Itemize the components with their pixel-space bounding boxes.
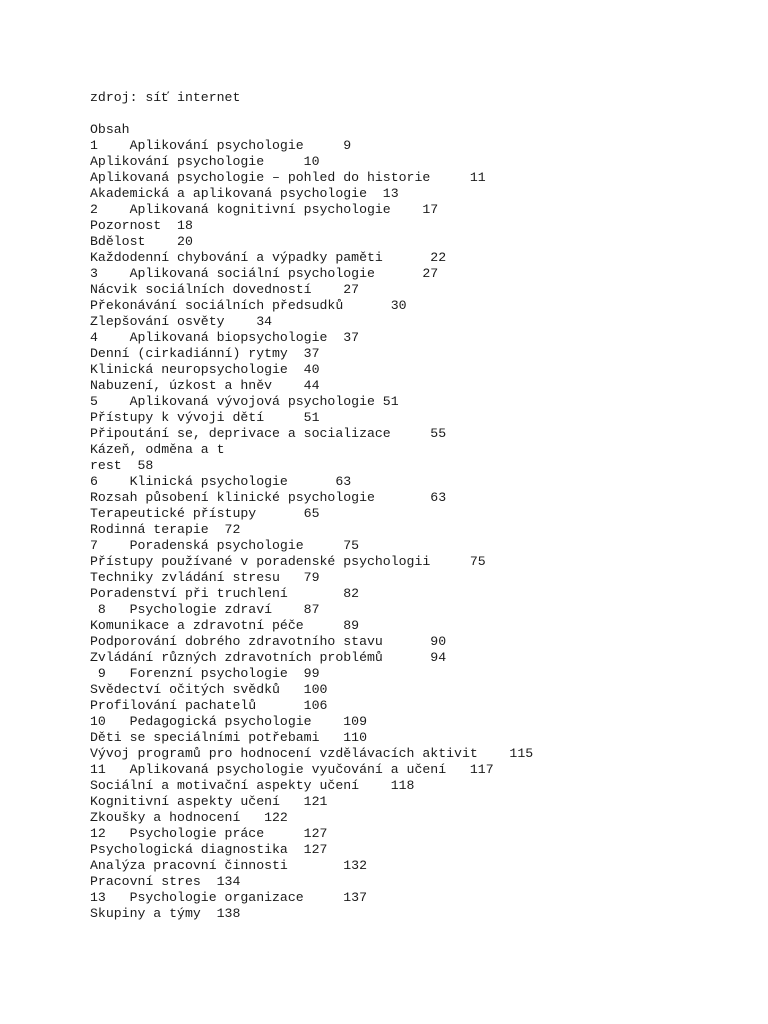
toc-entry: 12 Psychologie práce 127 [90,826,328,841]
toc-entry: Aplikování psychologie 10 [90,154,320,169]
toc-entry: Psychologická diagnostika 127 [90,842,328,857]
toc-entry: Pozornost 18 [90,218,193,233]
toc-entry: Nabuzení, úzkost a hněv 44 [90,378,320,393]
toc-entry: Rozsah působení klinické psychologie 63 [90,490,447,505]
toc-entry: Pracovní stres 134 [90,874,241,889]
toc-entry: Rodinná terapie 72 [90,522,241,537]
toc-title: Obsah [90,122,130,137]
toc-entry: Vývoj programů pro hodnocení vzdělávacích aktivit 115 [90,746,534,761]
toc-entry: Profilování pachatelů 106 [90,698,328,713]
toc-entry: Překonávání sociálních předsudků 30 [90,298,407,313]
toc-entry: Přístupy používané v poradenské psychologii 75 [90,554,486,569]
toc-entry: rest 58 [90,458,154,473]
toc-entry: 11 Aplikovaná psychologie vyučování a učení 117 [90,762,494,777]
toc-entry: 4 Aplikovaná biopsychologie 37 [90,330,360,345]
toc-entry: 10 Pedagogická psychologie 109 [90,714,367,729]
toc-entry: 7 Poradenská psychologie 75 [90,538,360,553]
document-page [90,90,760,922]
toc-entry: Přístupy k vývoji dětí 51 [90,410,320,425]
toc-entry: 2 Aplikovaná kognitivní psychologie 17 [90,202,439,217]
toc-entry: Zvládání různých zdravotních problémů 94 [90,650,447,665]
source-line: zdroj: síť internet [90,90,241,105]
toc-entry: 8 Psychologie zdraví 87 [90,602,320,617]
toc-entry: Podporování dobrého zdravotního stavu 90 [90,634,447,649]
toc-entry: Bdělost 20 [90,234,193,249]
toc-entry: 3 Aplikovaná sociální psychologie 27 [90,266,439,281]
toc-entry: Nácvik sociálních dovedností 27 [90,282,360,297]
toc-entry: Sociální a motivační aspekty učení 118 [90,778,415,793]
toc-entry: Připoutání se, deprivace a socializace 55 [90,426,447,441]
toc-entry: 13 Psychologie organizace 137 [90,890,367,905]
toc-entry: 1 Aplikování psychologie 9 [90,138,352,153]
toc-entry: Děti se speciálními potřebami 110 [90,730,367,745]
toc-entry: Klinická neuropsychologie 40 [90,362,320,377]
toc-entry: Každodenní chybování a výpadky paměti 22 [90,250,447,265]
toc-entry: Techniky zvládání stresu 79 [90,570,320,585]
toc-entry: 6 Klinická psychologie 63 [90,474,352,489]
toc-entry: Svědectví očitých svědků 100 [90,682,328,697]
toc-entry: Aplikovaná psychologie – pohled do historie 11 [90,170,486,185]
table-of-contents [90,138,760,922]
toc-entry: Zkoušky a hodnocení 122 [90,810,288,825]
toc-entry: Akademická a aplikovaná psychologie 13 [90,186,399,201]
toc-entry: Terapeutické přístupy 65 [90,506,320,521]
toc-entry: Denní (cirkadiánní) rytmy 37 [90,346,320,361]
toc-entry: Kázeň, odměna a t [90,442,225,457]
toc-entry: Kognitivní aspekty učení 121 [90,794,328,809]
toc-entry: Analýza pracovní činnosti 132 [90,858,367,873]
toc-entry: Zlepšování osvěty 34 [90,314,273,329]
toc-entry: 5 Aplikovaná vývojová psychologie 51 [90,394,399,409]
toc-entry: 9 Forenzní psychologie 99 [90,666,320,681]
toc-entry: Komunikace a zdravotní péče 89 [90,618,360,633]
toc-entry: Poradenství při truchlení 82 [90,586,360,601]
toc-entry: Skupiny a týmy 138 [90,906,241,921]
